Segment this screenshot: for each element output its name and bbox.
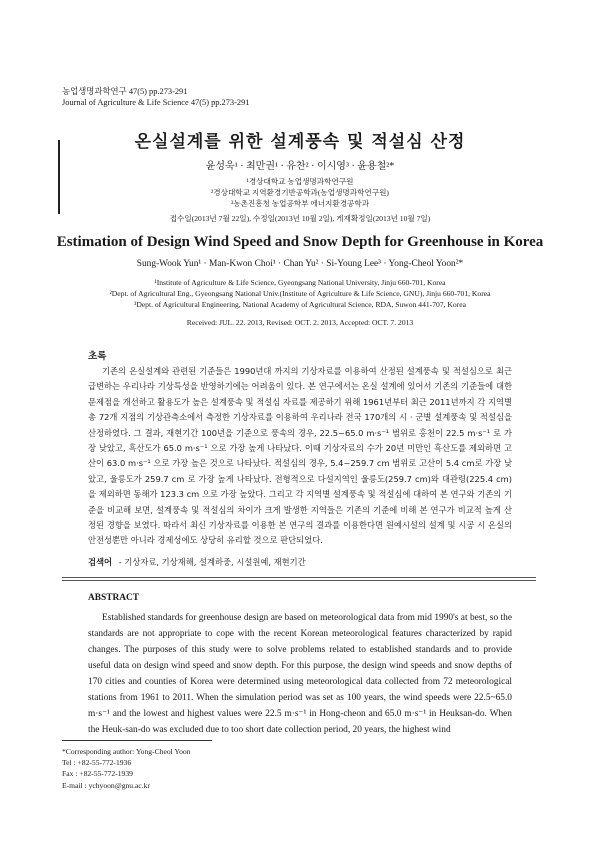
authors-korean: 윤성욱¹ · 최만권¹ · 유찬² · 이시영³ · 윤용철²* — [205, 161, 395, 172]
affiliation-ko-1: ¹경상대학교 농업생명과학연구원 — [246, 177, 354, 186]
footnote — [62, 746, 190, 791]
affiliation-en-2: ²Dept. of Agricultural Eng., Gyeongsang National Univ.(Institute of Agriculture & Life Science, GNU), Jinju 660-701, Korea — [109, 288, 491, 298]
journal-header-ko: 농업생명과학연구 47(5) pp.273-291 — [62, 87, 188, 96]
abstract-english-text: Established standards for greenhouse design are based on meteorological data from mid 1990's at best, so the standards are not appropriate to cope with the recent Korean meteorological features characterized by rapid changes. The purposes of this study were to solve problems related to established standards and to provide useful data on design wind speed and snow depth. For this purpose, the design wind speeds and snow depths of 170 cities and counties of Korea were determined using meteorological data collected from 72 meteorological stations from 1961 to 2011. When the simulation period was set as 100 years, the wind speeds were 22.5~65.0 m·s⁻¹ and the lowest and highest values were 22.5 m·s⁻¹ in Hong-cheon and 65.0 m·s⁻¹ in Heuksan-do. When the Heuk-san-do was excluded due to too short date collection period, 20 years, the highest wind — [88, 613, 512, 735]
affiliation-ko-3: ³농촌진흥청 농업공학부 에너지환경공학과 — [230, 199, 370, 208]
affiliations-korean — [0, 176, 600, 209]
keywords — [88, 556, 306, 568]
abstract-korean-heading: 초록 — [88, 351, 107, 362]
journal-header-en: Journal of Agriculture & Life Science 47(5) pp.273-291 — [62, 98, 250, 107]
section-divider-bottom — [62, 580, 536, 581]
affiliation-ko-2: ²경상대학교 지역환경기반공학과(농업생명과학연구원) — [211, 188, 389, 197]
abstract-korean-text: 기존의 온실설계와 관련된 기준들은 1990년대 까지의 기상자료를 이용하여 산정된 설계풍속 및 적설심으로 최근 급변하는 우리나라 기상특성을 반영하기에는 어려움이 있다. 본 연구에서는 온실 설계에 있어서 기존의 기준들에 대한 문제점을 개선하고 활용도가 높은 설계풍속 및 적설심 자료를 제공하기 위해 1961년부터 최근 2011년까지 각 지역별 총 72개 지점의 기상관측소에서 측정한 기상자료를 이용하여 우리나라 전국 170개의 시 · 군별 설계풍속 및 적설심을 산정하였다. 그 결과, 재현기간 100년을 기준으로 풍속의 경우, 22.5~65.0 m·s⁻¹ 범위로 홍천이 22.5 m·s⁻¹ 로 가장 낮았고, 흑산도가 65.0 m·s⁻¹ 으로 가장 높게 나타났다. 이때 기상자료의 수가 20년 미만인 흑산도를 제외하면 고산이 63.0 m·s⁻¹ 으로 가장 높은 것으로 나타났다. 적설심의 경우, 5.4~259.7 cm 범위로 고산이 5.4 cm로 가장 낮았고, 울릉도가 259.7 cm 로 가장 높게 나타났다. 전형적으로 다설지역인 울릉도(259.7 cm)와 대관령(225.4 cm)을 제외하면 동해가 123.3 cm 으로 가장 높았다. 그리고 각 지역별 설계풍속 및 적설심에 대하여 본 연구와 기존의 기준을 비교해 보면, 설계풍속 및 적설심의 차이가 크게 발생한 지역들은 기존의 기준에 비해 본 연구가 비교적 높게 산정된 경향을 보였다. 따라서 최신 기상자료를 이용한 본 연구의 결과를 이용한다면 원예시설의 설계 및 시공 시 온실의 안전성뿐만 아니라 경제성에도 상당히 유리할 것으로 판단되었다. — [88, 366, 512, 546]
footnote-fax: Fax : +82-55-772-1939 — [62, 769, 133, 779]
footnote-tel: Tel : +82-55-772-1936 — [62, 758, 132, 768]
title-korean: 온실설계를 위한 설계풍속 및 적설심 산정 — [134, 132, 466, 152]
authors-english: Sung-Wook Yun¹ · Man-Kwon Choi¹ · Chan Yu² · Si-Young Lee³ · Yong-Cheol Yoon²* — [136, 259, 464, 269]
title-english: Estimation of Design Wind Speed and Snow Depth for Greenhouse in Korea — [56, 234, 544, 250]
affiliation-en-1: ¹Institute of Agriculture & Life Science, Gyeongsang National University, Jinju 660-701, Korea — [154, 278, 446, 287]
keywords-text: - 기상자료, 기상재해, 설계하중, 시설원예, 재현기간 — [118, 557, 306, 567]
dates-english: Received: JUL. 22. 2013, Revised: OCT. 2. 2013, Accepted: OCT. 7. 2013 — [186, 318, 414, 327]
footnote-email: E-mail : ychyoon@gnu.ac.kr — [62, 780, 150, 790]
affiliation-en-3: ³Dept. of Agricultural Engineering, National Academy of Agricultural Science, RDA, Suwon 441-707, Korea — [134, 299, 466, 309]
dates-korean: 접수일(2013년 7월 22일), 수정일(2013년 10월 2일), 게재확정일(2013년 10월 7일) — [169, 214, 431, 223]
affiliations-english — [0, 278, 600, 310]
footnote-corresponding: *Corresponding author: Yong-Cheol Yoon — [62, 747, 191, 756]
section-divider-top — [62, 577, 536, 578]
footnote-divider — [62, 740, 212, 741]
abstract-english-heading: ABSTRACT — [88, 593, 140, 603]
keywords-label: 검색어 — [88, 557, 113, 567]
journal-header — [62, 86, 249, 108]
